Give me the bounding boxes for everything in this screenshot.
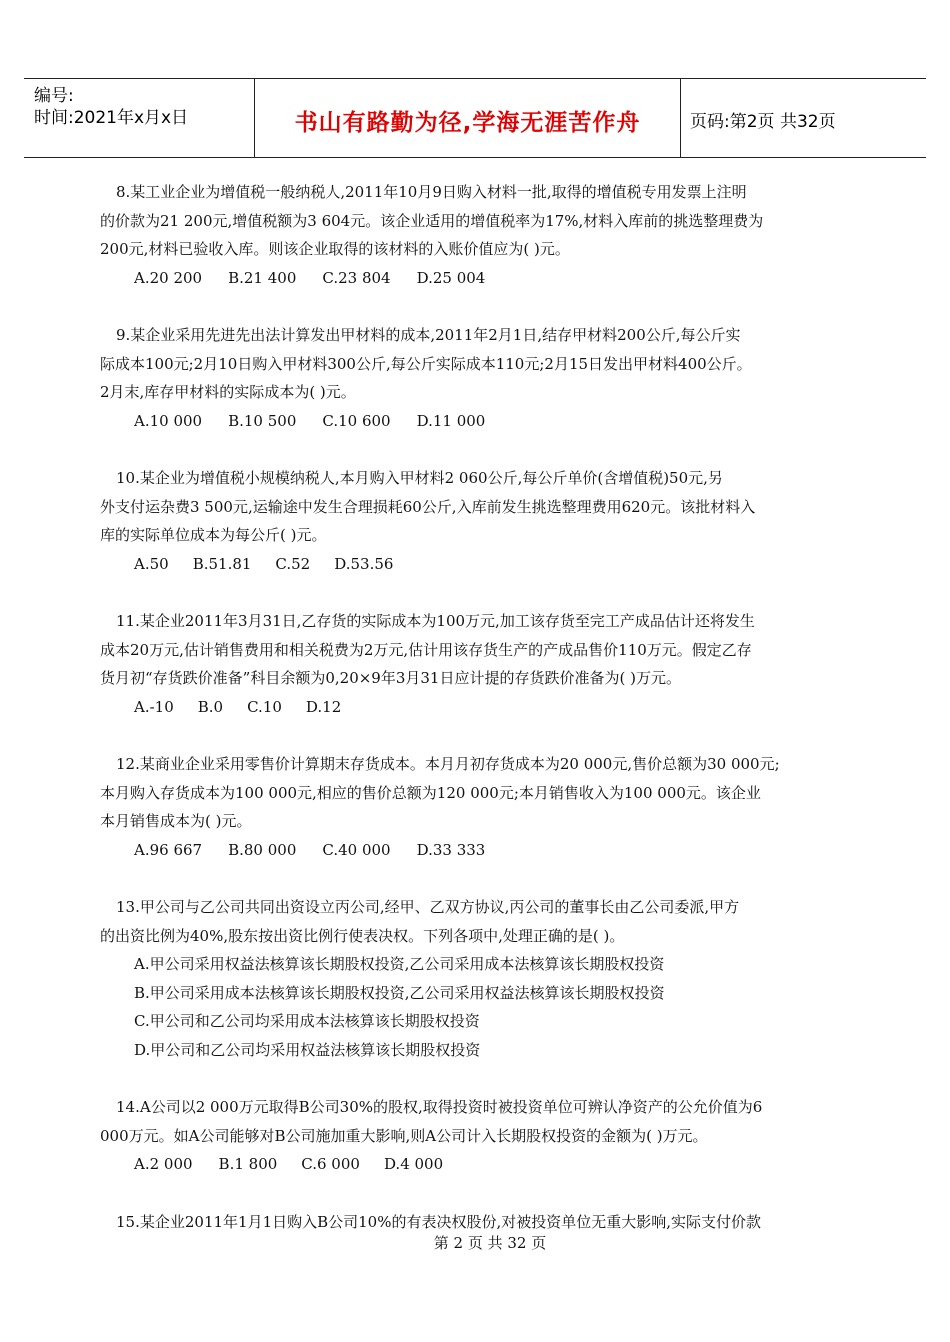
page-number-label: 页码:第2页 共32页 xyxy=(690,112,836,132)
question-text-line: 的价款为21 200元,增值税额为3 604元。该企业适用的增值税率为17%,材料入库前的挑选整理费为 xyxy=(100,211,764,230)
header-motto-cell xyxy=(254,79,681,157)
question-text-line: 的出资比例为40%,股东按出资比例行使表决权。下列各项中,处理正确的是( )。 xyxy=(100,926,625,945)
answer-option[interactable]: D.4 000 xyxy=(383,1155,444,1173)
answer-option[interactable]: C.52 xyxy=(275,554,311,573)
question-text-line: 际成本100元;2月10日购入甲材料300公斤,每公斤实际成本110元;2月15日发出甲材料400公斤。 xyxy=(100,354,752,373)
question-text-line: 库的实际单位成本为每公斤( )元。 xyxy=(100,526,327,544)
answer-option[interactable]: A.2 000 xyxy=(134,1155,193,1173)
answer-option[interactable]: D.25 004 xyxy=(416,268,486,287)
answer-option[interactable]: B.21 400 xyxy=(228,268,297,287)
answer-option[interactable]: D.甲公司和乙公司均采用权益法核算该长期股权投资 xyxy=(134,1040,481,1059)
answer-option[interactable]: D.12 xyxy=(305,697,342,716)
question-text-line: 8.某工业企业为增值税一般纳税人,2011年10月9日购入材料一批,取得的增值税专用发票上注明 xyxy=(116,183,747,201)
question-list xyxy=(100,178,860,1265)
question-text-line: 2月末,库存甲材料的实际成本为( )元。 xyxy=(100,383,356,401)
header-page-cell xyxy=(680,79,926,157)
question-text-line: 14.A公司以2 000万元取得B公司30%的股权,取得投资时被投资单位可辨认净资产的公允价值为6 xyxy=(116,1098,763,1116)
question-item xyxy=(100,178,860,292)
answer-option[interactable]: B.80 000 xyxy=(228,840,297,859)
document-header xyxy=(24,78,926,158)
answer-option[interactable]: B.1 800 xyxy=(218,1155,278,1173)
question-text-line: 10.某企业为增值税小规模纳税人,本月购入甲材料2 060公斤,每公斤单价(含增值税)50元,另 xyxy=(116,469,723,487)
page-footer: 第 2 页 共 32 页 xyxy=(433,1234,547,1252)
answer-options xyxy=(100,693,860,722)
answer-option[interactable]: C.40 000 xyxy=(322,840,391,859)
answer-options xyxy=(100,407,860,436)
question-text-line: 成本20万元,估计销售费用和相关税费为2万元,估计用该存货生产的产成品售价110万元。假定乙存 xyxy=(100,640,752,659)
answer-options xyxy=(100,550,860,579)
header-meta-cell xyxy=(24,79,254,157)
answer-options xyxy=(100,264,860,293)
question-text-line: 货月初“存货跌价准备”科目余额为0,20×9年3月31日应计提的存货跌价准备为( )万元。 xyxy=(100,669,681,687)
answer-option[interactable]: C.23 804 xyxy=(322,268,391,287)
answer-option[interactable]: A.甲公司采用权益法核算该长期股权投资,乙公司采用成本法核算该长期股权投资 xyxy=(134,955,665,973)
answer-option[interactable]: D.11 000 xyxy=(416,411,486,430)
question-text-line: 15.某企业2011年1月1日购入B公司10%的有表决权股份,对被投资单位无重大影响,实际支付价款 xyxy=(116,1212,762,1231)
question-item xyxy=(100,321,860,435)
question-item xyxy=(100,893,860,1064)
answer-option[interactable]: A.20 200 xyxy=(134,268,203,287)
question-text-line: 外支付运杂费3 500元,运输途中发生合理损耗60公斤,入库前发生挑选整理费用620元。该批材料入 xyxy=(100,497,756,516)
question-text-line: 200元,材料已验收入库。则该企业取得的该材料的入账价值应为( )元。 xyxy=(100,240,570,258)
answer-options xyxy=(100,836,860,865)
answer-option[interactable]: B.甲公司采用成本法核算该长期股权投资,乙公司采用权益法核算该长期股权投资 xyxy=(134,983,665,1002)
document-number-label: 编号: xyxy=(34,86,74,106)
answer-option[interactable]: D.33 333 xyxy=(416,840,486,859)
question-item xyxy=(100,607,860,721)
question-text-line: 本月销售成本为( )元。 xyxy=(100,812,252,830)
question-text-line: 本月购入存货成本为100 000元,相应的售价总额为120 000元;本月销售收入为100 000元。该企业 xyxy=(100,783,761,802)
answer-options xyxy=(100,1150,860,1179)
question-text-line: 000万元。如A公司能够对B公司施加重大影响,则A公司计入长期股权投资的金额为( )万元。 xyxy=(100,1126,708,1145)
answer-option[interactable]: C.6 000 xyxy=(301,1155,360,1173)
answer-option[interactable]: B.10 500 xyxy=(228,411,297,430)
answer-option[interactable]: A.96 667 xyxy=(134,840,203,859)
question-item xyxy=(100,1093,860,1179)
document-time-label: 时间:2021年x月x日 xyxy=(34,108,189,128)
answer-option[interactable]: C.10 600 xyxy=(322,411,391,430)
question-item xyxy=(100,750,860,864)
question-text-line: 9.某企业采用先进先出法计算发出甲材料的成本,2011年2月1日,结存甲材料200公斤,每公斤实 xyxy=(116,326,741,344)
question-text-line: 13.甲公司与乙公司共同出资设立丙公司,经甲、乙双方协议,丙公司的董事长由乙公司委派,甲方 xyxy=(116,898,740,916)
question-text-line: 11.某企业2011年3月31日,乙存货的实际成本为100万元,加工该存货至完工产成品估计还将发生 xyxy=(116,612,755,630)
answer-option[interactable]: B.51.81 xyxy=(192,554,252,573)
motto-text: 书山有路勤为径,学海无涯苦作舟 xyxy=(294,110,641,136)
answer-option[interactable]: A.10 000 xyxy=(134,411,203,430)
answer-option[interactable]: A.-10 xyxy=(134,697,174,716)
question-item xyxy=(100,464,860,578)
answer-option[interactable]: D.53.56 xyxy=(334,554,394,573)
answer-option[interactable]: C.甲公司和乙公司均采用成本法核算该长期股权投资 xyxy=(134,1012,480,1030)
question-text-line: 12.某商业企业采用零售价计算期末存货成本。本月月初存货成本为20 000元,售价总额为30 000元; xyxy=(116,755,780,773)
answer-option[interactable]: B.0 xyxy=(197,697,224,716)
answer-option[interactable]: C.10 xyxy=(247,697,282,716)
answer-option[interactable]: A.50 xyxy=(134,554,169,573)
